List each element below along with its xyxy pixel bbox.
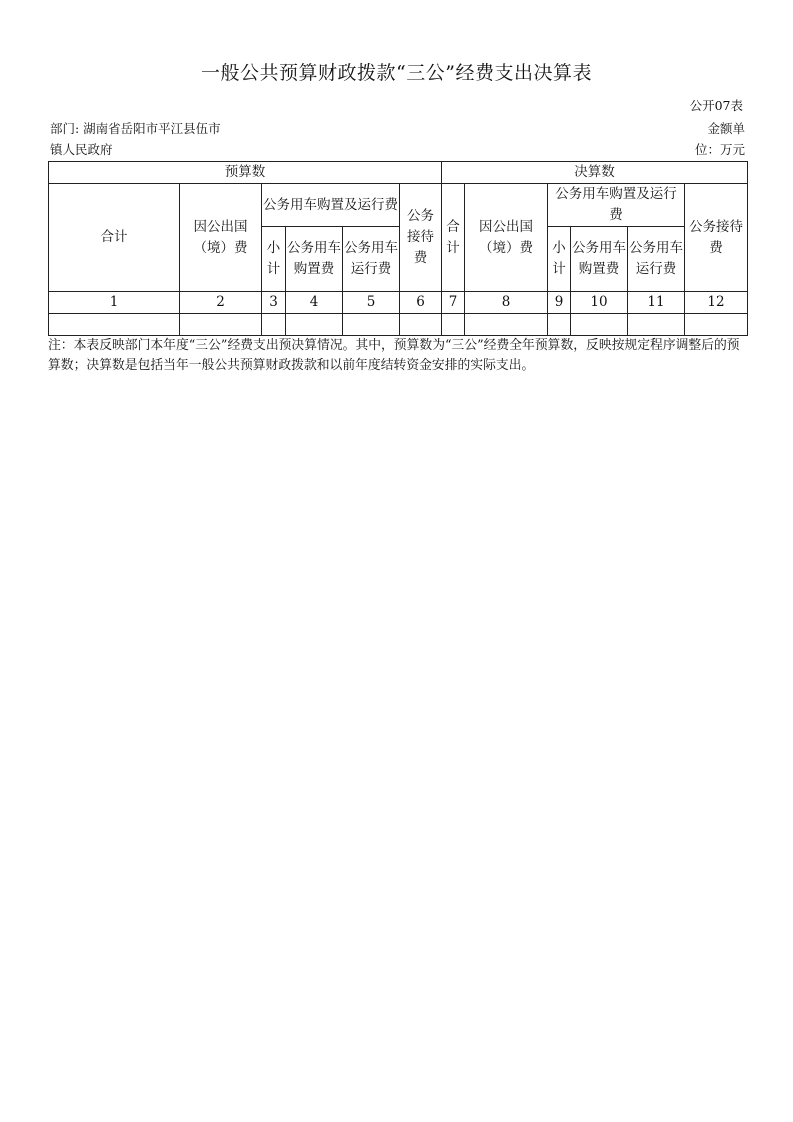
three-public-expenses-table — [48, 161, 748, 336]
budget-header: 预算数 — [49, 162, 442, 184]
data-row — [49, 314, 748, 336]
data-cell — [343, 314, 400, 336]
data-cell — [548, 314, 571, 336]
data-cell — [442, 314, 465, 336]
page-title: 一般公共预算财政拨款“三公”经费支出决算表 — [201, 62, 592, 84]
budget-vehicle-group-header: 公务用车购置及运行费 — [262, 184, 400, 227]
data-cell — [262, 314, 286, 336]
data-cell — [571, 314, 628, 336]
data-cell — [628, 314, 685, 336]
budget-vehicle-purchase-header: 公务用车购置费 — [286, 227, 343, 292]
final-abroad-header: 因公出国（境）费 — [465, 184, 548, 292]
data-cell — [400, 314, 442, 336]
budget-total-header: 合计 — [49, 184, 180, 292]
form-number: 公开07表 — [689, 98, 743, 113]
column-number: 11 — [628, 292, 685, 314]
amount-unit-line1: 金额单 — [707, 121, 745, 136]
column-number: 8 — [465, 292, 548, 314]
column-number: 9 — [548, 292, 571, 314]
budget-subtotal-header: 小计 — [262, 227, 286, 292]
final-vehicle-group-header: 公务用车购置及运行费 — [548, 184, 685, 227]
column-number: 5 — [343, 292, 400, 314]
final-subtotal-header: 小计 — [548, 227, 571, 292]
data-cell — [180, 314, 262, 336]
data-cell — [49, 314, 180, 336]
column-number: 7 — [442, 292, 465, 314]
final-header: 决算数 — [442, 162, 748, 184]
final-total-header: 合计 — [442, 184, 465, 292]
column-number: 10 — [571, 292, 628, 314]
data-cell — [685, 314, 748, 336]
amount-unit-line2: 位：万元 — [694, 142, 745, 157]
footnote: 注：本表反映部门本年度“三公”经费支出预决算情况。其中，预算数为“三公”经费全年预算数，反映按规定程序调整后的预算数；决算数是包括当年一般公共预算财政拨款和以前年度结转资金安排的实际支出。 — [48, 338, 740, 373]
department-label: 部门: 湖南省岳阳市平江县伍市镇人民政府 — [50, 121, 221, 157]
data-cell — [286, 314, 343, 336]
column-number: 2 — [180, 292, 262, 314]
final-vehicle-running-header: 公务用车运行费 — [628, 227, 685, 292]
budget-abroad-header: 因公出国（境）费 — [180, 184, 262, 292]
budget-reception-header: 公务接待费 — [400, 184, 442, 292]
column-number: 1 — [49, 292, 180, 314]
data-cell — [465, 314, 548, 336]
column-number: 12 — [685, 292, 748, 314]
budget-vehicle-running-header: 公务用车运行费 — [343, 227, 400, 292]
final-reception-header: 公务接待费 — [685, 184, 748, 292]
column-number: 6 — [400, 292, 442, 314]
column-number: 3 — [262, 292, 286, 314]
amount-unit — [695, 118, 745, 160]
column-number: 4 — [286, 292, 343, 314]
final-vehicle-purchase-header: 公务用车购置费 — [571, 227, 628, 292]
